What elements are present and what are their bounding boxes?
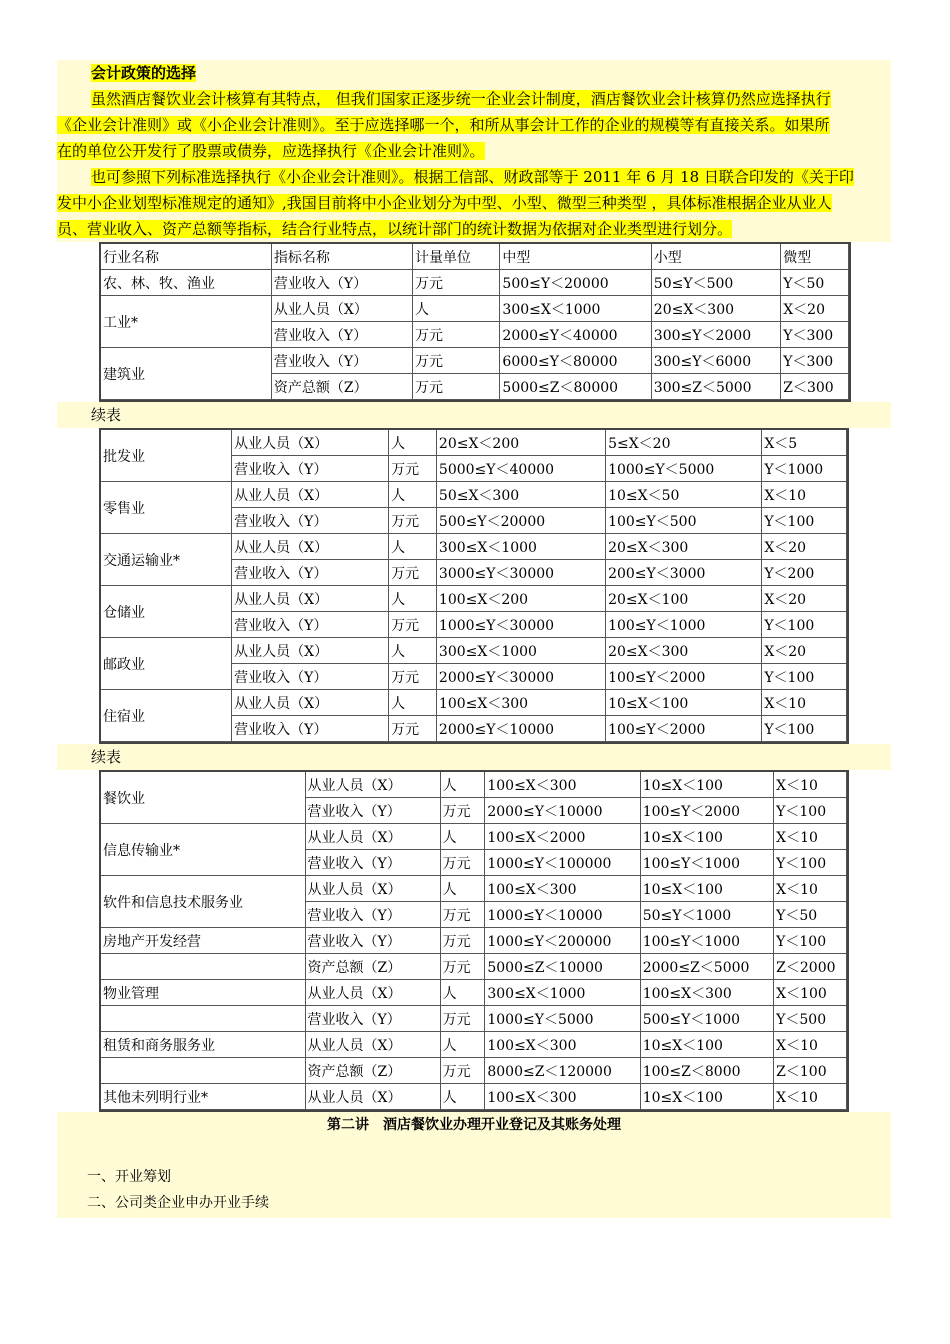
unit-cell: 人 [413,296,500,322]
paragraph-2-line-1 [57,164,891,190]
metric-name-cell: 营业收入（Y） [306,928,441,954]
micro-range-cell: Y＜100 [762,716,847,742]
micro-range-cell: X＜10 [762,482,847,508]
medium-range-cell: 100≤X＜200 [437,586,606,612]
unit-cell: 人 [441,824,486,850]
table-row [101,482,847,508]
industry-name-cell: 仓储业 [101,586,232,638]
column-header: 微型 [781,244,849,270]
medium-range-cell: 100≤X＜300 [485,1084,640,1110]
small-range-cell: 20≤X＜300 [606,638,762,664]
micro-range-cell: X＜20 [762,534,847,560]
small-range-cell: 100≤X＜300 [641,980,774,1006]
table-row [101,586,847,612]
unit-cell: 人 [389,430,437,456]
small-range-cell: 100≤Y＜2000 [606,664,762,690]
small-range-cell: 100≤Y＜2000 [606,716,762,742]
table-row [101,270,849,296]
medium-range-cell: 2000≤Y＜40000 [500,322,651,348]
medium-range-cell: 100≤X＜300 [485,1032,640,1058]
medium-range-cell: 1000≤Y＜10000 [485,902,640,928]
table-row [101,638,847,664]
table-row [101,980,847,1006]
unit-cell: 人 [389,638,437,664]
paragraph-1-line-3 [57,138,891,164]
small-range-cell: 5≤X＜20 [606,430,762,456]
column-header: 计量单位 [413,244,500,270]
industry-name-cell: 工业* [101,296,272,348]
size-standard-table-1 [99,242,851,402]
table-row [101,690,847,716]
small-range-cell: 10≤X＜100 [606,690,762,716]
table-row [101,954,847,980]
table-row [101,1058,847,1084]
medium-range-cell: 2000≤Y＜30000 [437,664,606,690]
micro-range-cell: Z＜100 [774,1058,847,1084]
metric-name-cell: 营业收入（Y） [232,508,389,534]
unit-cell: 万元 [441,1006,486,1032]
unit-cell: 人 [441,1032,486,1058]
metric-name-cell: 从业人员（X） [306,980,441,1006]
medium-range-cell: 100≤X＜300 [437,690,606,716]
small-range-cell: 100≤Z＜8000 [641,1058,774,1084]
column-header: 小型 [652,244,781,270]
outline-item-2: 二、公司类企业申办开业手续 [87,1195,269,1211]
unit-cell: 万元 [389,560,437,586]
medium-range-cell: 300≤X＜1000 [437,534,606,560]
micro-range-cell: X＜10 [774,876,847,902]
medium-range-cell: 20≤X＜200 [437,430,606,456]
para2-text-3: 员、营业收入、资产总额等指标，结合行业特点，以统计部门的统计数据为依据对企业类型进行划分。 [57,220,733,238]
micro-range-cell: X＜10 [774,824,847,850]
micro-range-cell: Y＜200 [762,560,847,586]
metric-name-cell: 营业收入（Y） [232,456,389,482]
micro-range-cell: Y＜100 [762,664,847,690]
small-range-cell: 20≤X＜300 [652,296,781,322]
table-header-row [101,244,849,270]
continued-label-1: 续表 [57,402,891,428]
size-standard-table-3 [99,770,849,1112]
metric-name-cell: 营业收入（Y） [306,798,441,824]
section-heading [57,60,891,86]
medium-range-cell: 500≤Y＜20000 [437,508,606,534]
table-row [101,1032,847,1058]
medium-range-cell: 6000≤Y＜80000 [500,348,651,374]
section-heading-text: 会计政策的选择 [91,64,197,82]
micro-range-cell: X＜10 [774,1032,847,1058]
small-range-cell: 50≤Y＜500 [652,270,781,296]
micro-range-cell: X＜10 [774,1084,847,1110]
medium-range-cell: 100≤X＜2000 [485,824,640,850]
small-range-cell: 20≤X＜100 [606,586,762,612]
paragraph-2-line-2 [57,190,891,216]
metric-name-cell: 从业人员（X） [232,430,389,456]
micro-range-cell: Y＜100 [762,508,847,534]
micro-range-cell: X＜20 [762,638,847,664]
industry-name-cell: 软件和信息技术服务业 [101,876,306,928]
small-range-cell: 50≤Y＜1000 [641,902,774,928]
metric-name-cell: 营业收入（Y） [272,270,413,296]
unit-cell: 万元 [441,902,486,928]
medium-range-cell: 8000≤Z＜120000 [485,1058,640,1084]
table-row [101,928,847,954]
unit-cell: 万元 [413,322,500,348]
small-range-cell: 500≤Y＜1000 [641,1006,774,1032]
metric-name-cell: 从业人员（X） [232,482,389,508]
micro-range-cell: Z＜300 [781,374,849,400]
para2-text-1: 也可参照下列标准选择执行《小企业会计准则》。根据工信部、财政部等于 2011 年 6 月 18 日联合印发的《关于印 [91,168,854,186]
small-range-cell: 100≤Y＜500 [606,508,762,534]
industry-name-cell: 信息传输业* [101,824,306,876]
medium-range-cell: 1000≤Y＜200000 [485,928,640,954]
micro-range-cell: Z＜2000 [774,954,847,980]
micro-range-cell: Y＜100 [762,612,847,638]
column-header: 指标名称 [272,244,413,270]
table-row [101,348,849,374]
industry-name-cell [101,1006,306,1032]
unit-cell: 万元 [441,798,486,824]
metric-name-cell: 从业人员（X） [232,586,389,612]
small-range-cell: 300≤Y＜2000 [652,322,781,348]
micro-range-cell: Y＜100 [774,850,847,876]
micro-range-cell: Y＜100 [774,798,847,824]
micro-range-cell: X＜20 [762,586,847,612]
unit-cell: 万元 [389,456,437,482]
table-row [101,824,847,850]
small-range-cell: 10≤X＜50 [606,482,762,508]
continued-label-2: 续表 [57,744,891,770]
metric-name-cell: 从业人员（X） [306,824,441,850]
industry-name-cell: 零售业 [101,482,232,534]
micro-range-cell: X＜100 [774,980,847,1006]
metric-name-cell: 从业人员（X） [306,876,441,902]
table-row [101,1084,847,1110]
small-range-cell: 100≤Y＜1000 [606,612,762,638]
blank-spacer [57,1138,891,1164]
micro-range-cell: Y＜100 [774,928,847,954]
medium-range-cell: 3000≤Y＜30000 [437,560,606,586]
micro-range-cell: Y＜1000 [762,456,847,482]
unit-cell: 万元 [413,374,500,400]
column-header: 中型 [500,244,651,270]
metric-name-cell: 资产总额（Z） [306,954,441,980]
medium-range-cell: 5000≤Z＜80000 [500,374,651,400]
metric-name-cell: 从业人员（X） [272,296,413,322]
industry-name-cell: 建筑业 [101,348,272,400]
table-row [101,1006,847,1032]
medium-range-cell: 300≤X＜1000 [437,638,606,664]
micro-range-cell: Y＜50 [781,270,849,296]
metric-name-cell: 营业收入（Y） [306,1006,441,1032]
lecture-title: 第二讲 酒店餐饮业办理开业登记及其账务处理 [327,1117,621,1133]
industry-name-cell: 其他未列明行业* [101,1084,306,1110]
industry-name-cell: 邮政业 [101,638,232,690]
para1-text-3: 在的单位公开发行了股票或债券，应选择执行《企业会计准则》。 [57,142,485,160]
micro-range-cell: X＜20 [781,296,849,322]
industry-name-cell: 租赁和商务服务业 [101,1032,306,1058]
small-range-cell: 10≤X＜100 [641,876,774,902]
small-range-cell: 10≤X＜100 [641,1032,774,1058]
medium-range-cell: 2000≤Y＜10000 [437,716,606,742]
unit-cell: 万元 [441,928,486,954]
unit-cell: 人 [389,586,437,612]
industry-name-cell: 餐饮业 [101,772,306,824]
metric-name-cell: 资产总额（Z） [272,374,413,400]
para1-text-1: 虽然酒店餐饮业会计核算有其特点， 但我们国家正逐步统一企业会计制度，酒店餐饮业会计核算仍然应选择执行 [91,90,831,108]
industry-name-cell [101,954,306,980]
small-range-cell: 2000≤Z＜5000 [641,954,774,980]
small-range-cell: 100≤Y＜2000 [641,798,774,824]
micro-range-cell: Y＜500 [774,1006,847,1032]
metric-name-cell: 营业收入（Y） [272,322,413,348]
unit-cell: 万元 [389,716,437,742]
para1-text-2: 《企业会计准则》或《小企业会计准则》。至于应选择哪一个，和所从事会计工作的企业的规模等有直接关系。如果所 [57,116,830,134]
metric-name-cell: 从业人员（X） [232,690,389,716]
medium-range-cell: 5000≤Z＜10000 [485,954,640,980]
small-range-cell: 100≤Y＜1000 [641,928,774,954]
micro-range-cell: X＜5 [762,430,847,456]
medium-range-cell: 5000≤Y＜40000 [437,456,606,482]
metric-name-cell: 资产总额（Z） [306,1058,441,1084]
micro-range-cell: Y＜50 [774,902,847,928]
unit-cell: 人 [441,980,486,1006]
unit-cell: 万元 [389,664,437,690]
medium-range-cell: 2000≤Y＜10000 [485,798,640,824]
unit-cell: 万元 [441,1058,486,1084]
metric-name-cell: 从业人员（X） [232,638,389,664]
outline-item-1: 一、开业筹划 [87,1169,171,1185]
medium-range-cell: 300≤X＜1000 [500,296,651,322]
small-range-cell: 10≤X＜100 [641,772,774,798]
paragraph-2-line-3 [57,216,891,242]
intro-section [57,60,891,242]
unit-cell: 万元 [413,348,500,374]
unit-cell: 人 [389,690,437,716]
metric-name-cell: 营业收入（Y） [232,716,389,742]
paragraph-1-line-2 [57,112,891,138]
column-header: 行业名称 [101,244,272,270]
industry-name-cell: 房地产开发经营 [101,928,306,954]
small-range-cell: 200≤Y＜3000 [606,560,762,586]
unit-cell: 人 [441,772,486,798]
metric-name-cell: 从业人员（X） [306,1084,441,1110]
small-range-cell: 300≤Z＜5000 [652,374,781,400]
unit-cell: 万元 [441,954,486,980]
unit-cell: 人 [389,534,437,560]
small-range-cell: 10≤X＜100 [641,1084,774,1110]
medium-range-cell: 300≤X＜1000 [485,980,640,1006]
small-range-cell: 1000≤Y＜5000 [606,456,762,482]
micro-range-cell: X＜10 [774,772,847,798]
micro-range-cell: X＜10 [762,690,847,716]
metric-name-cell: 营业收入（Y） [306,850,441,876]
metric-name-cell: 从业人员（X） [232,534,389,560]
industry-name-cell: 批发业 [101,430,232,482]
metric-name-cell: 从业人员（X） [306,1032,441,1058]
medium-range-cell: 100≤X＜300 [485,876,640,902]
medium-range-cell: 1000≤Y＜100000 [485,850,640,876]
small-range-cell: 10≤X＜100 [641,824,774,850]
metric-name-cell: 营业收入（Y） [272,348,413,374]
unit-cell: 万元 [389,612,437,638]
micro-range-cell: Y＜300 [781,348,849,374]
lecture-2-section [57,1112,891,1218]
unit-cell: 万元 [389,508,437,534]
para2-text-2: 发中小企业划型标准规定的通知》,我国目前将中小企业划分为中型、小型、微型三种类型 ，具体标准根据企业从业人 [57,194,832,212]
small-range-cell: 300≤Y＜6000 [652,348,781,374]
size-standard-table-2 [99,428,849,744]
document-page [57,60,891,1218]
paragraph-1-line-1 [57,86,891,112]
metric-name-cell: 营业收入（Y） [232,664,389,690]
unit-cell: 人 [389,482,437,508]
micro-range-cell: Y＜300 [781,322,849,348]
industry-name-cell: 交通运输业* [101,534,232,586]
table-row [101,534,847,560]
unit-cell: 万元 [441,850,486,876]
metric-name-cell: 营业收入（Y） [232,612,389,638]
metric-name-cell: 营业收入（Y） [306,902,441,928]
unit-cell: 万元 [413,270,500,296]
small-range-cell: 100≤Y＜1000 [641,850,774,876]
table-row [101,296,849,322]
industry-name-cell: 农、林、牧、渔业 [101,270,272,296]
table-row [101,876,847,902]
medium-range-cell: 50≤X＜300 [437,482,606,508]
unit-cell: 人 [441,1084,486,1110]
medium-range-cell: 1000≤Y＜30000 [437,612,606,638]
medium-range-cell: 1000≤Y＜5000 [485,1006,640,1032]
metric-name-cell: 从业人员（X） [306,772,441,798]
industry-name-cell [101,1058,306,1084]
medium-range-cell: 100≤X＜300 [485,772,640,798]
metric-name-cell: 营业收入（Y） [232,560,389,586]
industry-name-cell: 住宿业 [101,690,232,742]
medium-range-cell: 500≤Y＜20000 [500,270,651,296]
small-range-cell: 20≤X＜300 [606,534,762,560]
industry-name-cell: 物业管理 [101,980,306,1006]
table-row [101,772,847,798]
unit-cell: 人 [441,876,486,902]
table-row [101,430,847,456]
